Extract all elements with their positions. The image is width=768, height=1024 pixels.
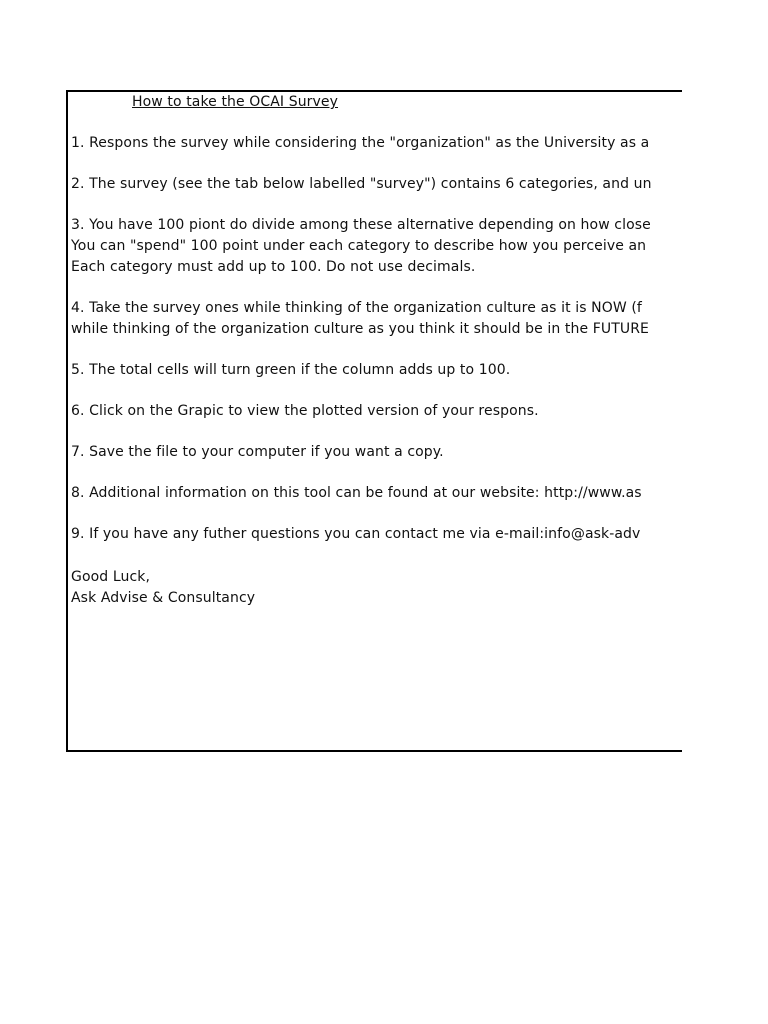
right-margin [682,88,768,758]
instruction-item-4-line-2: while thinking of the organization culture as you think it should be in the FUTURE [71,321,650,337]
page-title: How to take the OCAI Survey [132,94,339,110]
instruction-item-4-line-1: 4. Take the survey ones while thinking of the organization culture as it is NOW (f [71,300,642,316]
instruction-item-3-line-3: Each category must add up to 100. Do not use decimals. [71,259,476,275]
instruction-item-3-line-2: You can "spend" 100 point under each category to describe how you perceive an [71,238,647,254]
signature-text: Ask Advise & Consultancy [71,590,256,606]
instruction-item-6: 6. Click on the Grapic to view the plotted version of your respons. [71,403,539,419]
instruction-item-7: 7. Save the file to your computer if you want a copy. [71,444,444,460]
closing-text: Good Luck, [71,569,150,585]
instructions-box [66,90,706,752]
instruction-item-1: 1. Respons the survey while considering the "organization" as the University as a [71,135,650,151]
instruction-item-3-line-1: 3. You have 100 piont do divide among these alternative depending on how close [71,217,651,233]
instruction-item-9: 9. If you have any futher questions you can contact me via e-mail:info@ask-adv [71,526,641,542]
instruction-item-5: 5. The total cells will turn green if the column adds up to 100. [71,362,511,378]
instruction-item-8: 8. Additional information on this tool can be found at our website: http://www.as [71,485,642,501]
instruction-item-2: 2. The survey (see the tab below labelled "survey") contains 6 categories, and un [71,176,652,192]
